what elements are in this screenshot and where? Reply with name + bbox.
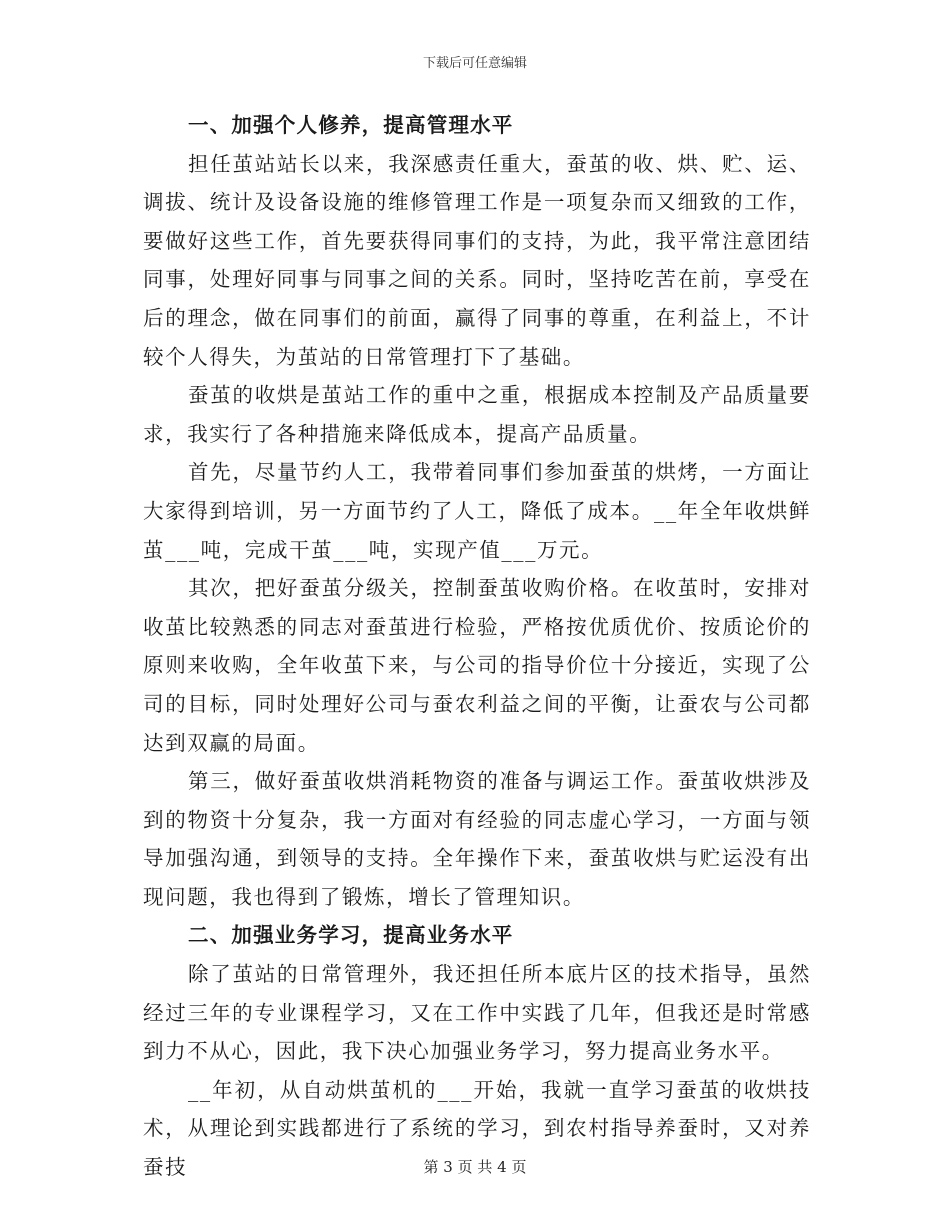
- paragraph-4: 其次，把好蚕茧分级关，控制蚕茧收购价格。在收茧时，安排对收茧比较熟悉的同志对蚕茧进行检验，严格按优质优价、按质论价的原则来收购，全年收茧下来，与公司的指导价位十分接近，实现了公司的目标，同时处理好公司与蚕农利益之间的平衡，让蚕农与公司都达到双赢的局面。: [143, 576, 811, 755]
- section-heading-2: 二、加强业务学习，提高业务水平: [188, 923, 514, 948]
- paragraph-5: 第三，做好蚕茧收烘消耗物资的准备与调运工作。蚕茧收烘涉及到的物资十分复杂，我一方面对有经验的同志虚心学习，一方面与领导加强沟通，到领导的支持。全年操作下来，蚕茧收烘与贮运没有出现问题，我也得到了锻炼，增长了管理知识。: [143, 769, 811, 909]
- header-note: 下载后可任意编辑: [422, 56, 527, 71]
- paragraph-7: __年初，从自动烘茧机的___开始，我就一直学习蚕茧的收烘技术，从理论到实践都进行了系统的学习，到农村指导养蚕时，又对养蚕技: [143, 1077, 811, 1180]
- page-number: 第 3 页 共 4 页: [423, 1158, 527, 1176]
- paragraph-2: 蚕茧的收烘是茧站工作的重中之重，根据成本控制及产品质量要求，我实行了各种措施来降低成本，提高产品质量。: [143, 383, 811, 446]
- section-heading-1: 一、加强个人修养，提高管理水平: [188, 113, 514, 137]
- paragraph-3: 首先，尽量节约人工，我带着同事们参加蚕茧的烘烤，一方面让大家得到培训，另一方面节约了人工，降低了成本。__年全年收烘鲜茧___吨，完成干茧___吨，实现产值___万元。: [143, 460, 811, 562]
- document-body: [143, 106, 811, 1187]
- paragraph-6: 除了茧站的日常管理外，我还担任所本底片区的技术指导，虽然经过三年的专业课程学习，又在工作中实践了几年，但我还是时常感到力不从心，因此，我下决心加强业务学习，努力提高业务水平。: [143, 962, 811, 1064]
- paragraph-1: 担任茧站站长以来，我深感责任重大，蚕茧的收、烘、贮、运、调拔、统计及设备设施的维修管理工作是一项复杂而又细致的工作，要做好这些工作，首先要获得同事们的支持，为此，我平常注意团结同事，处理好同事与同事之间的关系。同时，坚持吃苦在前，享受在后的理念，做在同事们的前面，赢得了同事的尊重，在利益上，不计较个人得失，为茧站的日常管理打下了基础。: [143, 151, 811, 369]
